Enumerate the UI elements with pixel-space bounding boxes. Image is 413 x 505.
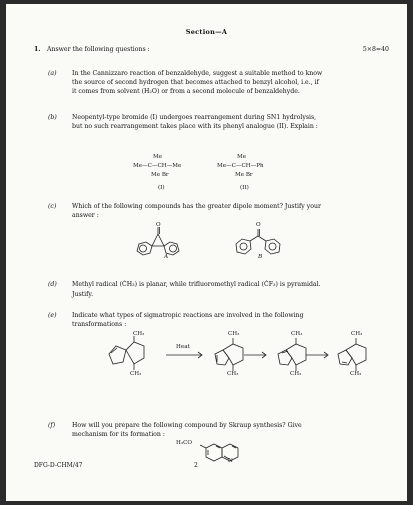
- section-title: Section—A: [185, 28, 228, 36]
- methoxy-label: H₃CO: [176, 440, 192, 446]
- part-c-label: (c): [48, 203, 57, 210]
- part-c-line-2: answer :: [72, 212, 99, 219]
- structure-ii-top: Me: [237, 154, 247, 160]
- footer-page-number: 2: [194, 462, 198, 469]
- compound-b-caption: B: [258, 254, 263, 260]
- part-d-line-1: Methyl radical (ĊH₃) is planar, while trifluoromethyl radical (ĊF₃) is pyramidal.: [72, 281, 321, 288]
- heat-label: Heat: [176, 344, 190, 350]
- part-a-line-1: In the Cannizzaro reaction of benzaldehyde, suggest a suitable method to know: [72, 70, 323, 77]
- part-d-line-2: Justify.: [72, 291, 94, 298]
- part-a-label: (a): [48, 70, 57, 77]
- part-a-line-3: it comes from solvent (H₂O) or from a second molecule of benzaldehyde.: [72, 88, 300, 95]
- part-f-label: (f): [48, 422, 56, 429]
- methoxyquinoline-structure: [196, 442, 246, 472]
- structure-i-top: Me: [153, 154, 163, 160]
- s1-ch3-top: CH₃: [133, 331, 145, 337]
- footer-paper-code: DFG-D-CHM/47: [34, 462, 83, 469]
- s2-ch3-top: CH₃: [228, 331, 240, 337]
- question-number: 1.: [34, 46, 41, 53]
- s3-ch3-top: CH₃: [291, 331, 303, 337]
- heat-arrow-icon: [166, 351, 206, 359]
- nitrogen-atom: N: [228, 458, 233, 464]
- compound-a-oxygen: O: [156, 222, 161, 228]
- s2-ch3-bottom: CH₃: [227, 371, 239, 377]
- part-f-line-1: How will you prepare the following compound by Skraup synthesis? Give: [72, 422, 302, 429]
- arrow-2-icon: [306, 351, 332, 359]
- s4-ch3-top: CH₃: [351, 331, 363, 337]
- part-d-label: (d): [48, 281, 57, 288]
- part-b-line-2: but no such rearrangement takes place with its phenyl analogue (II). Explain :: [72, 123, 318, 130]
- structure-ii-main: Me—C—CH—Ph: [217, 163, 264, 169]
- part-a-line-2: the source of second hydrogen that becomes attached to benzyl alcohol, i.e., if: [72, 79, 319, 86]
- compound-a-caption: A: [164, 254, 169, 260]
- question-text: Answer the following questions :: [47, 46, 150, 53]
- part-f-line-2: mechanism for its formation :: [72, 431, 165, 438]
- part-b-line-1: Neopentyl-type bromide (I) undergoes rearrangement during SN1 hydrolysis,: [72, 114, 317, 121]
- part-e-line-2: transformations :: [72, 321, 127, 328]
- part-e-line-1: Indicate what types of sigmatropic reactions are involved in the following: [72, 312, 304, 319]
- s3-ch3-bottom: CH₃: [290, 371, 302, 377]
- structure-ii-bottom: Me Br: [235, 172, 253, 178]
- exam-page: [6, 4, 407, 501]
- compound-b-oxygen: O: [256, 222, 261, 228]
- s1-ch3-bottom: CH₃: [130, 371, 142, 377]
- structure-i-caption: (I): [158, 185, 165, 191]
- part-e-label: (e): [48, 312, 57, 319]
- s4-ch3-bottom: CH₃: [350, 371, 362, 377]
- compound-b-structure: [228, 224, 298, 264]
- compound-a-structure: [128, 224, 198, 264]
- arrow-1-icon: [244, 351, 270, 359]
- part-c-line-1: Which of the following compounds has the greater dipole moment? Justify your: [72, 203, 321, 210]
- structure-ii-caption: (II): [240, 185, 249, 191]
- structure-i-bottom: Me Br: [151, 172, 169, 178]
- question-marks: 5×8=40: [362, 46, 389, 53]
- structure-i-main: Me—C—CH—Me: [133, 163, 182, 169]
- part-b-label: (b): [48, 114, 57, 121]
